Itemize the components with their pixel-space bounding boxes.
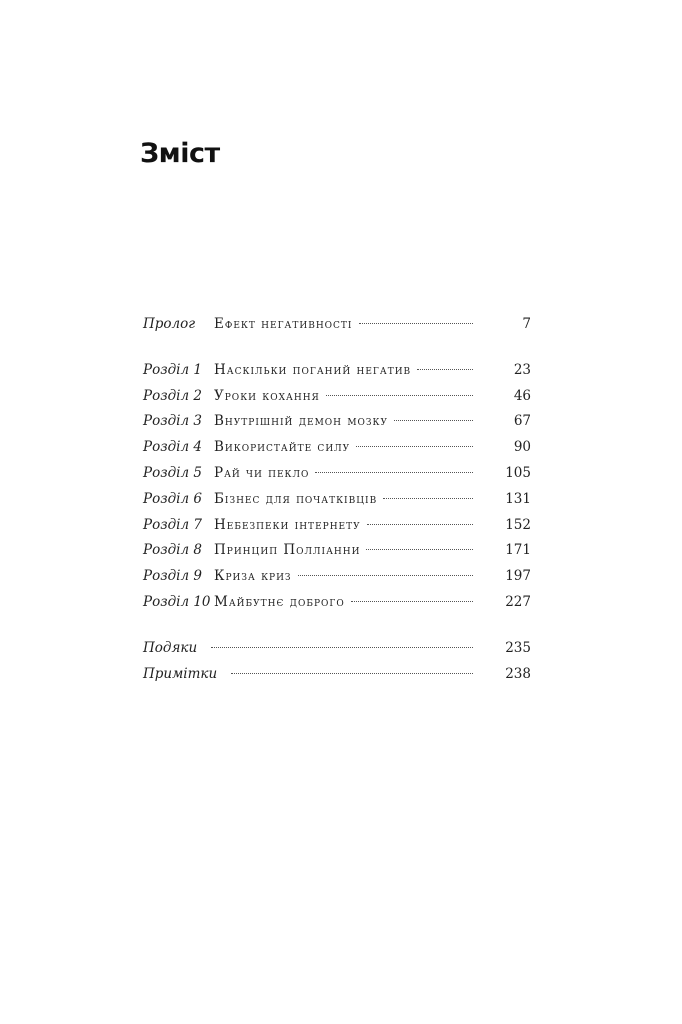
entry-title: Криза криз [214, 568, 292, 585]
entry-page-number: 23 [513, 361, 531, 378]
entry-page-number: 46 [513, 387, 531, 404]
entry-title: Небезпеки інтернету [214, 516, 361, 533]
entry-label: Подяки [143, 639, 198, 656]
toc-entry-chapter-6[interactable] [143, 491, 531, 517]
dot-leader [367, 524, 473, 525]
toc-entry-chapter-7[interactable] [143, 517, 531, 543]
entry-label: Розділ 8 [143, 542, 202, 559]
entry-page-number: 7 [522, 316, 531, 332]
entry-title: Ефект негативності [214, 316, 353, 332]
entry-label: Розділ 4 [143, 439, 202, 456]
entry-page-number: 90 [513, 439, 531, 456]
toc-entry-prologue[interactable] [143, 316, 531, 342]
dot-leader [383, 498, 473, 499]
toc-entry-chapter-1[interactable] [143, 362, 531, 388]
dot-leader [231, 673, 473, 674]
entry-label: Розділ 1 [143, 361, 202, 378]
dot-leader [326, 395, 473, 396]
entry-label: Розділ 6 [143, 490, 202, 507]
dot-leader [356, 446, 473, 447]
entry-page-number: 131 [505, 490, 531, 507]
entry-label: Розділ 7 [143, 516, 202, 533]
dot-leader [359, 323, 474, 324]
toc-entry-chapter-3[interactable] [143, 413, 531, 439]
dot-leader [211, 647, 473, 648]
entry-title: Бізнес для початківців [214, 490, 378, 507]
entry-page-number: 235 [505, 639, 531, 656]
entry-label: Розділ 3 [143, 413, 202, 430]
toc-entry-chapter-4[interactable] [143, 439, 531, 465]
page-title: Зміст [140, 138, 220, 169]
entry-label: Примітки [143, 665, 218, 682]
entry-title: Уроки кохання [214, 387, 320, 404]
entry-page-number: 105 [505, 464, 531, 481]
entry-page-number: 197 [505, 568, 531, 585]
entry-page-number: 152 [505, 516, 531, 533]
entry-title: Використайте силу [214, 439, 351, 456]
dot-leader [298, 575, 473, 576]
dot-leader [394, 420, 473, 421]
toc-entry-chapter-10[interactable] [143, 594, 531, 620]
dot-leader [366, 549, 473, 550]
entry-label: Розділ 9 [143, 568, 202, 585]
table-of-contents [143, 316, 531, 691]
entry-title: Рай чи пекло [214, 464, 310, 481]
entry-label: Розділ 5 [143, 464, 202, 481]
toc-entry-chapter-5[interactable] [143, 465, 531, 491]
toc-entry-chapter-2[interactable] [143, 388, 531, 414]
dot-leader [417, 369, 473, 370]
toc-entry-chapter-9[interactable] [143, 568, 531, 594]
toc-entry-chapter-8[interactable] [143, 542, 531, 568]
entry-label: Розділ 10 [143, 593, 211, 610]
entry-label: Пролог [143, 316, 196, 332]
dot-leader [351, 601, 473, 602]
entry-page-number: 171 [505, 542, 531, 559]
entry-page-number: 238 [505, 665, 531, 682]
entry-page-number: 227 [505, 593, 531, 610]
entry-title: Наскільки поганий негатив [214, 361, 412, 378]
entry-title: Майбутнє доброго [214, 593, 345, 610]
entry-title: Принцип Полліанни [214, 542, 361, 559]
toc-entry-acknowledgements[interactable] [143, 640, 531, 666]
entry-title: Внутрішній демон мозку [214, 413, 388, 430]
entry-page-number: 67 [513, 413, 531, 430]
toc-entry-notes[interactable] [143, 666, 531, 692]
dot-leader [315, 472, 473, 473]
entry-label: Розділ 2 [143, 387, 202, 404]
